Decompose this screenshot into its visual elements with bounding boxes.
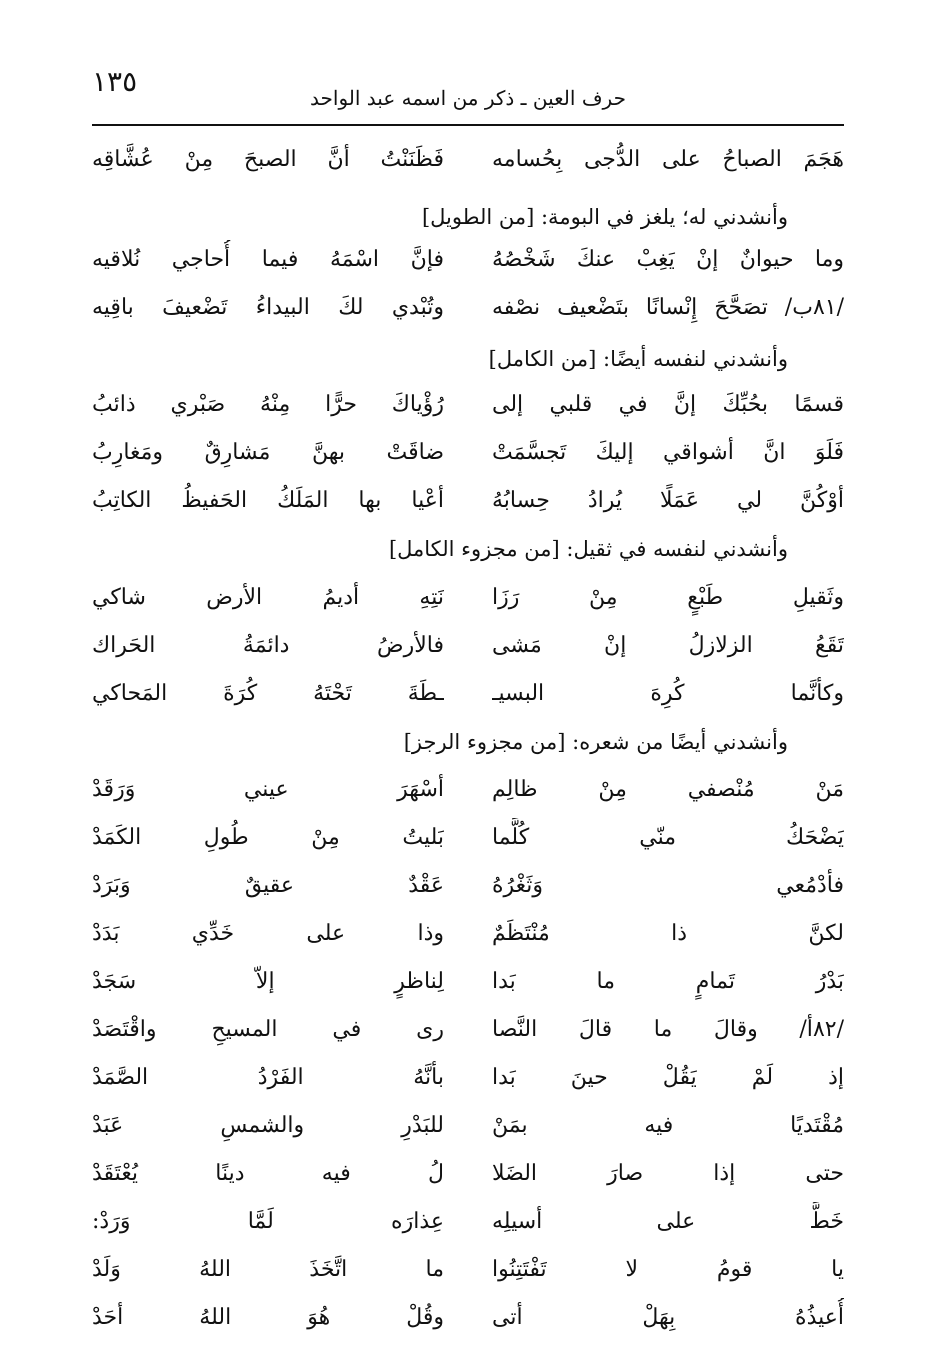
verse-line [92, 1106, 844, 1146]
first-hemistich: أُعيذُهُ بِهَلْ أتى [492, 1305, 844, 1330]
second-hemistich: أعْيا بها المَلَكُ الحَفيظُ الكاتِبُ [92, 488, 444, 513]
verse-line [92, 1058, 844, 1098]
verse-line [92, 1154, 844, 1194]
first-hemistich: مُقْتَديًا فيه بمَنْ [492, 1113, 844, 1138]
second-hemistich: للبَدْرِ والشمسِ عَبَدْ [92, 1113, 444, 1138]
second-hemistich: فَظَنَنْتُ أنَّ الصبحَ مِنْ عُشَّاقِه [92, 147, 444, 172]
second-hemistich: نَتِهِ أديمُ الأرض شاكي [92, 585, 444, 610]
verse-line [92, 866, 844, 906]
second-hemistich: أسْهَرَ عيني وَرَقَدْ [92, 777, 444, 802]
verse-line [92, 481, 844, 521]
second-hemistich: عِذارَه لَمَّا وَرَدْ: [92, 1209, 444, 1234]
verse-line [92, 818, 844, 858]
first-hemistich: إذ لَمْ يَقُلْ حينَ بَدا [492, 1065, 844, 1090]
verse-line [92, 433, 844, 473]
second-hemistich: ضاقَتْ بهنَّ مَشارِقٌ ومَغارِبُ [92, 440, 444, 465]
verse-line [92, 240, 844, 280]
page-number: ١٣٥ [92, 65, 138, 98]
poem-introduction: وأنشدني لنفسه أيضًا: [من الكامل] [488, 347, 788, 371]
second-hemistich: وقُلْ هُوَ اللهُ أحَدْ [92, 1305, 444, 1330]
first-hemistich: فَلَوَ انَّ أشواقي إليكَ تَجسَّمَتْ [492, 440, 844, 465]
second-hemistich: لِناظرٍ إلاّ سَجَدْ [92, 969, 444, 994]
verse-line [92, 1298, 844, 1338]
first-hemistich: مَنْ مُنْصفي مِنْ ظالِم [492, 777, 844, 802]
second-hemistich: وذا على خَدِّي بَدَدْ [92, 921, 444, 946]
first-hemistich: لكنَّ ذا مُنْتَظَمٌ [492, 921, 844, 946]
first-hemistich: وثَقيلِ طَبْعٍ مِنْ رَزَا [492, 585, 844, 610]
first-hemistich: وكأنَّما كُرِهَ البسيـ [492, 681, 844, 706]
verse-line [92, 288, 844, 328]
first-hemistich: /٨١ب/ تصَحَّحَ إِنْسانًا بتَضْعيف نصْفه [492, 295, 844, 320]
verse-line [92, 626, 844, 666]
first-hemistich: خَطَّ على أسيلِه [492, 1209, 844, 1234]
second-hemistich: لُ فيه دينًا يُعْتَقَدْ [92, 1161, 444, 1186]
poem-introduction: وأنشدني لنفسه في ثقيل: [من مجزوء الكامل] [388, 537, 788, 561]
verse-line [92, 1202, 844, 1242]
verse-line [92, 770, 844, 810]
second-hemistich: عَقْدٌ عقيقٌ وَبَرَدْ [92, 873, 444, 898]
verse-line [92, 674, 844, 714]
first-hemistich: /٨٢أ/ وقالَ ما قالَ النَّصا [492, 1017, 844, 1042]
page-header [92, 62, 844, 126]
verse-line [92, 1010, 844, 1050]
second-hemistich: رُؤْياكَ حرًّا مِنْهُ صَبْري ذائبُ [92, 392, 444, 417]
first-hemistich: يَضْحَكُ منّي كُلَّما [492, 825, 844, 850]
first-hemistich: أوْكُنَّ لي عَمَلًا يُرادُ حِسابُهُ [492, 488, 844, 513]
running-title: حرف العين ـ ذكر من اسمه عبد الواحد [310, 86, 626, 110]
first-hemistich: بَدْرُ تَمامٍ ما بَدا [492, 969, 844, 994]
first-hemistich: حتى إذا صارَ الضَلا [492, 1161, 844, 1186]
verse-line [92, 140, 844, 180]
second-hemistich: وتُبْدي لكَ البيداءُ تَضْعيفَ باقِيه [92, 295, 444, 320]
first-hemistich: تَقَعُ الزلازلُ إنْ مَشى [492, 633, 844, 658]
second-hemistich: بأنَّهُ الفَرْدُ الصَّمَدْ [92, 1065, 444, 1090]
verse-line [92, 914, 844, 954]
second-hemistich: فالأرضُ دائمَةُ الحَراك [92, 633, 444, 658]
verse-line [92, 578, 844, 618]
second-hemistich: ما اتَّخَذَ اللهُ وَلَدْ [92, 1257, 444, 1282]
first-hemistich: يا قومُ لا تَفْتَتِنُوا [492, 1257, 844, 1282]
verse-line [92, 385, 844, 425]
verse-line [92, 1250, 844, 1290]
poem-introduction: وأنشدني أيضًا من شعره: [من مجزوء الرجز] [403, 730, 788, 754]
second-hemistich: ـطَةَ تَحْتَهُ كُرَةَ المَحاكي [92, 681, 444, 706]
first-hemistich: فأدْمُعي وَثَغْرُهُ [492, 873, 844, 898]
poem-introduction: وأنشدني له؛ يلغز في البومة: [من الطويل] [421, 205, 788, 229]
first-hemistich: هَجَمَ الصباحُ على الدُّجى بِحُسامه [492, 147, 844, 172]
second-hemistich: فإنَّ اسْمَهُ فيما أُحاجي نُلاقيه [92, 247, 444, 272]
first-hemistich: وما حيوانٌ إنْ يَغِبْ عنكَ شَخْصُهُ [492, 247, 844, 272]
second-hemistich: بَليتُ مِنْ طُولِ الكَمَدْ [92, 825, 444, 850]
verse-line [92, 962, 844, 1002]
second-hemistich: رى في المسيحِ واقْتَصَدْ [92, 1017, 444, 1042]
first-hemistich: قسمًا بحُبِّكَ إنَّ في قلبي إلى [492, 392, 844, 417]
